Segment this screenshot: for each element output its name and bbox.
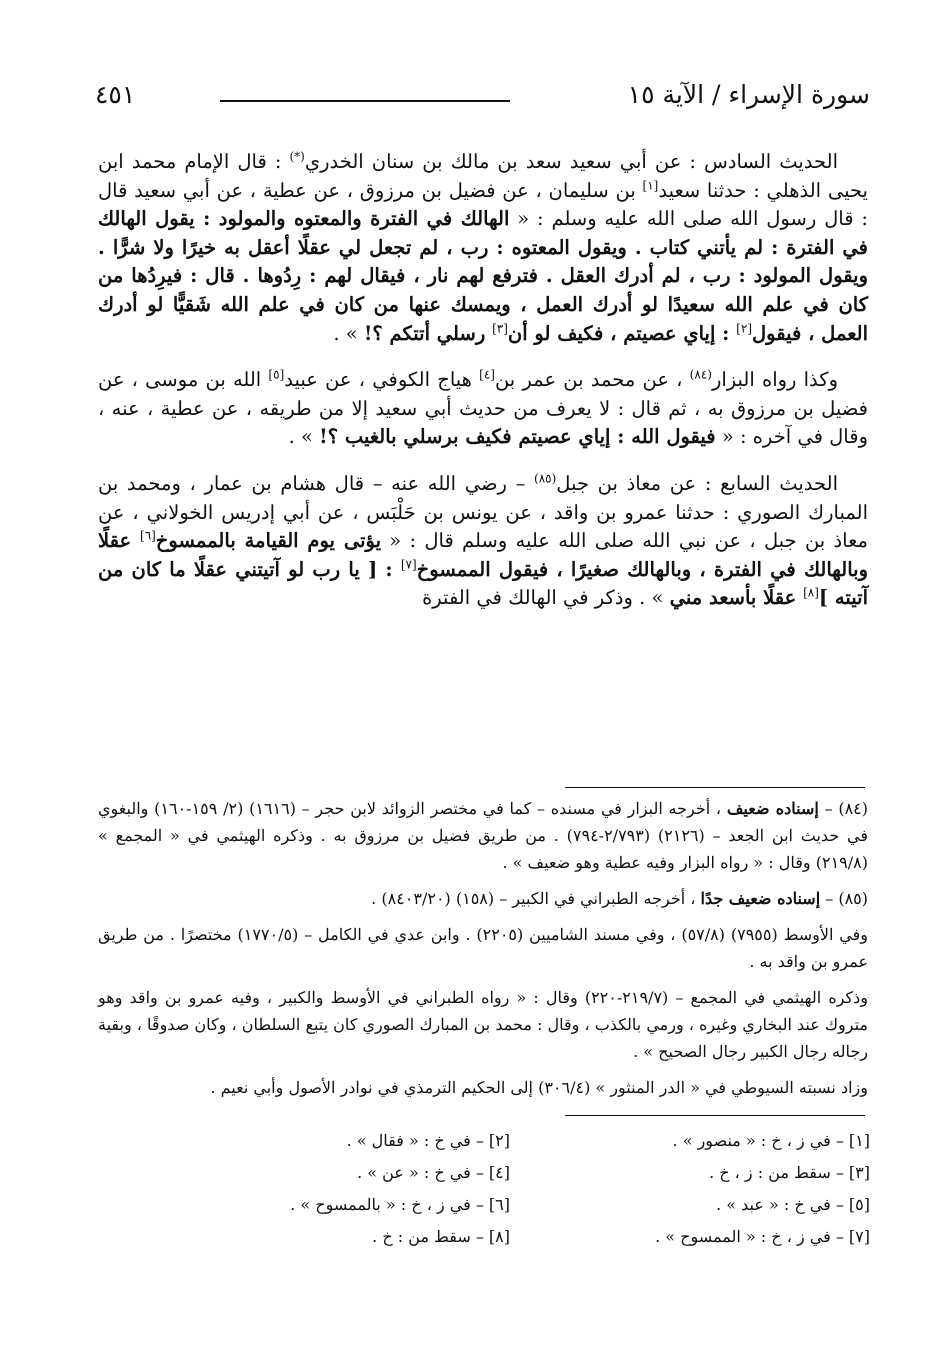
variant-marker[interactable]: [٧] — [400, 557, 417, 572]
footnote-85: (٨٥) – إسناده ضعيف جدًا ، أخرجه الطبراني في الكبير – (١٥٨) (٨٤٠٣/٢٠) . — [371, 889, 868, 908]
variant-note: [١] – في ز ، خ : « منصور » . — [672, 1131, 870, 1150]
variant-note: [٤] – في خ : « عن » . — [357, 1163, 510, 1182]
variant-marker[interactable]: [٢] — [736, 321, 752, 336]
footnote-marker[interactable]: (٨٤) — [689, 367, 712, 382]
variant-note: [٢] – في خ : « فقال » . — [346, 1131, 510, 1150]
paragraph-hadith-6: الحديث السادس : عن أبي سعيد سعد بن مالك بن سنان الخدري(*) : قال الإمام محمد ابن يحيى الذهلي : حدثنا سعيد[١] بن سليمان ، عن فضيل بن مرزوق ، عن عطية ، عن أبي سعيد قال : قال رسول الله صلى الله عليه وسلم : « الهالك في الفترة والمعتوه والمولود : يقول الهالك في الفترة : لم يأتني كتاب . ويقول المعتوه : رب ، لم تجعل لي عقلًا أعقل به خيرًا ولا شرًّا . ويقول المولود : رب ، لم أدرك العقل . فترفع لهم نار ، فيقال لهم : رِدُوها . قال : فيرِدُها من كان في علم الله سعيدًا لو أدرك العمل ، ويمسك عنها من كان في علم الله شَقيًّا لو أدرك العمل ، فيقول[٢] : إياي عصيتم ، فكيف لو أن[٣] رسلي أتتكم ؟! » . — [98, 149, 868, 345]
variant-note: [٦] – في ز ، خ : « بالممسوح » . — [290, 1195, 510, 1214]
main-text — [98, 148, 868, 631]
footnote-divider — [565, 787, 865, 788]
variant-note: [٥] – في خ : « عبد » . — [716, 1195, 870, 1214]
variant-note: [٧] – في ز ، خ : « الممسوح » . — [655, 1227, 870, 1246]
variant-marker[interactable]: [٤] — [479, 367, 495, 382]
variants-divider — [565, 1115, 865, 1116]
paragraph-bazzar: وكذا رواه البزار$^{(٨٤)}$ ، عن محمد بن عمر بن[٤] هياج الكوفي ، عن عبيد[٥] الله بن موسى ، عن فضيل بن مرزوق به ، ثم قال : لا يعرف من حديث أبي سعيد إلا من طريقه ، عن عطية ، عنه ، وقال في آخره : « فيقول الله : إياي عصيتم فكيف برسلي بالغيب ؟! » . — [98, 367, 868, 449]
paragraph-hadith-7: الحديث السابع : عن معاذ بن جبل$^{(٨٥)}$ – رضي الله عنه – قال هشام بن عمار ، ومحمد بن المبارك الصوري : حدثنا عمرو بن واقد ، عن يونس بن حَلْبَس ، عن أبي إدريس الخولاني ، عن معاذ بن جبل ، عن نبي الله صلى الله عليه وسلم قال : « يؤتى يوم القيامة بالممسوخ[٦] عقلًا وبالهالك في الفترة ، وبالهالك صغيرًا ، فيقول الممسوخ[٧] : [ يا رب لو آتيتني عقلًا ما كان من آتيته ][٨] عقلًا بأسعد مني » . وذكر في الهالك في الفترة — [98, 471, 869, 610]
hadith-quote: يؤتى يوم القيامة بالممسوخ — [155, 529, 382, 553]
hadith-quote: الهالك في الفترة والمعتوه والمولود : يقول الهالك في الفترة : لم يأتني كتاب . ويقول المعتوه : رب ، لم تجعل لي عقلًا أعقل به خيرًا ولا شرًّا . ويقول المولود : رب ، لم أدرك العقل . فترفع لهم نار ، فيقال لهم : رِدُوها . قال : فيرِدُها من كان في علم الله سعيدًا لو أدرك العمل ، ويمسك عنها من كان في علم الله شَقيًّا لو أدرك العمل ، فيقول — [98, 207, 868, 345]
manuscript-variants — [150, 1128, 870, 1250]
variant-note: [٣] – سقط من : ز ، خ . — [709, 1163, 870, 1182]
variant-marker[interactable]: [٥] — [268, 367, 285, 382]
running-title: سورة الإسراء / الآية ١٥ — [627, 80, 870, 109]
variant-marker[interactable]: [٣] — [492, 321, 508, 336]
hadith-quote: فيقول الله : إياي عصيتم فكيف برسلي بالغيب ؟! — [319, 425, 716, 449]
footnote-marker[interactable]: (*) — [289, 149, 305, 164]
variant-marker[interactable]: [١] — [642, 178, 659, 193]
footnote-85-continued: وفي الأوسط (٧٩٥٥) (٥٧/٨) ، وفي مسند الشاميين (٢٢٠٥) . وابن عدي في الكامل – (١٧٧٠/٥) مختصرًا . من طريق عمرو بن واقد به . — [98, 925, 869, 971]
footnote-marker[interactable]: (٨٥) — [534, 471, 557, 486]
footnote-85-suyuti: وزاد نسبته السيوطي في « الدر المنثور » (٣٠٦/٤) إلى الحكيم الترمذي في نوادر الأصول وأبي نعيم . — [210, 1078, 868, 1097]
variant-marker[interactable]: [٦] — [140, 528, 156, 543]
page-header — [95, 80, 870, 120]
variant-marker[interactable]: [٨] — [803, 585, 819, 600]
footnote-85-haythami: وذكره الهيثمي في المجمع – (٢١٩/٧-٢٢٠) وقال : « رواه الطبراني في الأوسط والكبير ، وفيه عمرو بن واقد وهو متروك عند البخاري وغيره ، ورمي بالكذب ، وقال : محمد بن المبارك الصوري كان يتبع السلطان ، وكان صدوقًا ، وبقية رجاله رجال الكبير رجال الصحيح » . — [98, 988, 869, 1061]
variant-note: [٨] – سقط من : خ . — [372, 1227, 510, 1246]
header-rule — [220, 100, 510, 102]
footnotes — [98, 795, 868, 1110]
footnote-84: (٨٤) – إسناده ضعيف ، أخرجه البزار في مسنده – كما في مختصر الزوائد لابن حجر – (١٦١٦) (٢/ ١٥٩-١٦٠) والبغوي في حديث ابن الجعد – (٢١٢٦) (٢/٧٩٣-٧٩٤) . من طريق فضيل بن مرزوق به . وذكره الهيثمي في « المجمع » (٢١٩/٨) وقال : « رواه البزار وفيه عطية وهو ضعيف » . — [98, 799, 868, 872]
page-number: ٤٥١ — [95, 80, 136, 109]
